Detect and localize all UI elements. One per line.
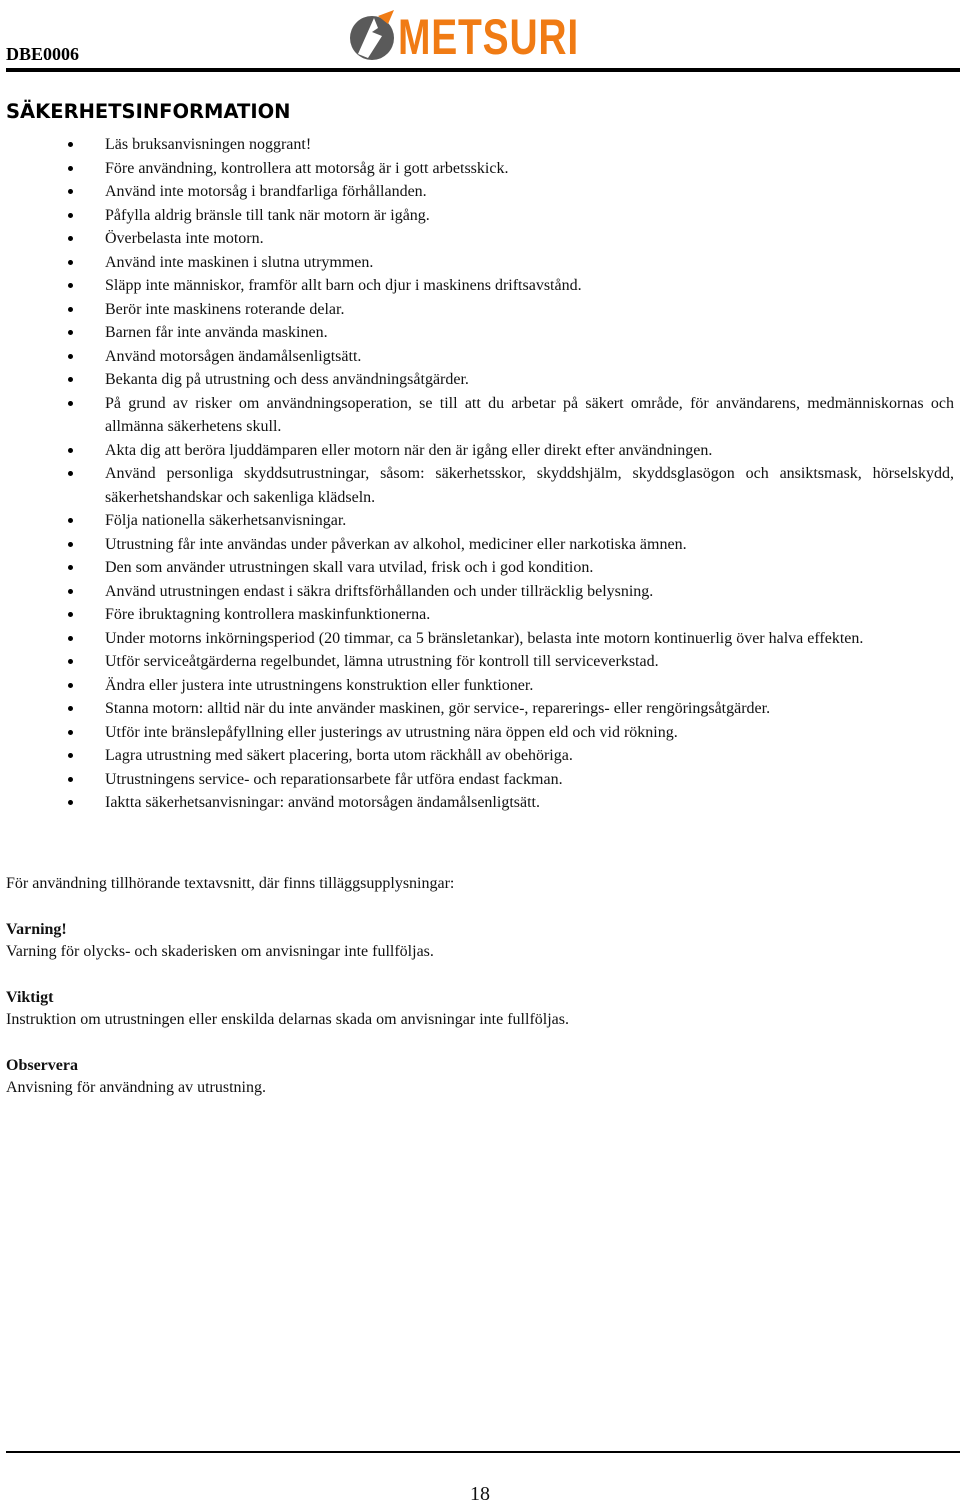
notes-intro: För användning tillhörande textavsnitt, där finns tilläggsupplysningar:	[6, 875, 455, 892]
list-item	[0, 580, 960, 604]
bullet-icon	[68, 589, 73, 594]
list-item	[0, 133, 960, 157]
list-item	[0, 180, 960, 204]
bullet-icon	[68, 354, 73, 359]
list-item-text: Bekanta dig på utrustning och dess användningsåtgärder.	[105, 371, 469, 388]
list-item	[0, 533, 960, 557]
list-item-text: Före ibruktagning kontrollera maskinfunktionerna.	[105, 606, 431, 623]
section-title: SÄKERHETSINFORMATION	[6, 100, 291, 123]
list-item	[0, 791, 960, 815]
bullet-icon	[68, 189, 73, 194]
list-item	[0, 227, 960, 251]
bullet-icon	[68, 777, 73, 782]
warning-text: Varning för olycks- och skaderisken om anvisningar inte fullföljas.	[6, 943, 434, 960]
observe-text: Anvisning för användning av utrustning.	[6, 1079, 266, 1096]
bullet-icon	[68, 307, 73, 312]
bullet-icon	[68, 448, 73, 453]
list-item	[0, 157, 960, 181]
list-item	[0, 697, 960, 721]
safety-rules-list	[0, 133, 960, 815]
bullet-icon	[68, 471, 73, 476]
list-item	[0, 298, 960, 322]
bullet-icon	[68, 683, 73, 688]
page-number: 18	[470, 1483, 490, 1505]
list-item-text: Utrustning får inte användas under påverkan av alkohol, mediciner eller narkotiska ämnen.	[105, 535, 687, 553]
list-item-text: Använd inte maskinen i slutna utrymmen.	[105, 253, 374, 271]
bullet-icon	[68, 401, 73, 406]
logo-wordmark: METSURI	[398, 9, 579, 65]
list-item	[0, 627, 960, 651]
page-header	[0, 0, 960, 74]
bullet-icon	[68, 236, 73, 241]
list-item-text: Den som använder utrustningen skall vara utvilad, frisk och i god kondition.	[105, 559, 594, 576]
list-item	[0, 204, 960, 228]
list-item-text: Använd motorsågen ändamålsenligtsätt.	[105, 347, 362, 365]
bullet-icon	[68, 565, 73, 570]
bullet-icon	[68, 377, 73, 382]
bullet-icon	[68, 142, 73, 147]
list-item-text: Akta dig att beröra ljuddämparen eller motorn när den är igång eller direkt efter användningen.	[105, 441, 713, 459]
bullet-icon	[68, 612, 73, 617]
list-item-text: Utför inte bränslepåfyllning eller justerings av utrustning nära öppen eld och vid rökning.	[105, 723, 678, 741]
important-text: Instruktion om utrustningen eller enskilda delarnas skada om anvisningar inte fullföljas.	[6, 1011, 569, 1028]
observe-label: Observera	[6, 1056, 78, 1074]
list-item-text: Iaktta säkerhetsanvisningar: använd motorsågen ändamålsenligtsätt.	[105, 794, 540, 811]
bullet-icon	[68, 636, 73, 641]
document-code: DBE0006	[6, 44, 80, 64]
list-item-text: Barnen får inte använda maskinen.	[105, 324, 328, 341]
list-item	[0, 768, 960, 792]
list-item-text: Släpp inte människor, framför allt barn och djur i maskinens driftsavstånd.	[105, 277, 582, 294]
list-item	[0, 439, 960, 463]
list-item-text: Före användning, kontrollera att motorsåg är i gott arbetsskick.	[105, 159, 509, 177]
list-item-text: Ändra eller justera inte utrustningens konstruktion eller funktioner.	[105, 676, 534, 694]
list-item-text: Använd inte motorsåg i brandfarliga förhållanden.	[105, 183, 427, 200]
list-item	[0, 603, 960, 627]
list-item-text: Överbelasta inte motorn.	[105, 230, 264, 247]
list-item	[0, 251, 960, 275]
bullet-icon	[68, 800, 73, 805]
list-item-text: Läs bruksanvisningen noggrant!	[105, 136, 312, 153]
important-label: Viktigt	[6, 988, 54, 1006]
list-item-text: Påfylla aldrig bränsle till tank när motorn är igång.	[105, 206, 430, 224]
list-item	[0, 368, 960, 392]
warning-label: Varning!	[6, 920, 67, 938]
list-item-text: På grund av risker om användningsoperation, se till att du arbetar på säkert område, för användarens, medmänniskornas och allmänna säkerhetens skull.	[105, 394, 954, 435]
bullet-icon	[68, 542, 73, 547]
bullet-icon	[68, 260, 73, 265]
list-item	[0, 721, 960, 745]
list-item-text: Berör inte maskinens roterande delar.	[105, 300, 345, 318]
bullet-icon	[68, 283, 73, 288]
list-item	[0, 556, 960, 580]
header-divider	[6, 68, 960, 72]
list-item-text: Stanna motorn: alltid när du inte använder maskinen, gör service-, reparerings- eller rengöringsåtgärder.	[105, 700, 771, 717]
bullet-icon	[68, 730, 73, 735]
bullet-icon	[68, 213, 73, 218]
list-item-text: Utrustningens service- och reparationsarbete får utföra endast fackman.	[105, 770, 563, 788]
list-item	[0, 744, 960, 768]
list-item	[0, 345, 960, 369]
notes-section	[6, 873, 956, 1100]
footer-divider	[6, 1451, 960, 1453]
list-item-text: Följa nationella säkerhetsanvisningar.	[105, 512, 347, 529]
list-item	[0, 321, 960, 345]
bullet-icon	[68, 753, 73, 758]
list-item	[0, 674, 960, 698]
list-item	[0, 509, 960, 533]
bullet-icon	[68, 330, 73, 335]
list-item	[0, 274, 960, 298]
list-item-text: Utför serviceåtgärderna regelbundet, lämna utrustning för kontroll till serviceverkstad.	[105, 653, 659, 670]
list-item	[0, 392, 960, 439]
list-item	[0, 462, 960, 509]
list-item-text: Använd personliga skyddsutrustningar, såsom: säkerhetsskor, skyddshjälm, skyddsglasögon och ansiktsmask, hörselskydd, säkerhetshandskar och sakenliga klädseln.	[105, 465, 954, 506]
list-item-text: Under motorns inkörningsperiod (20 timmar, ca 5 bränsletankar), belasta inte motorn kontinuerlig över halva effekten.	[105, 629, 864, 647]
metsuri-logo	[348, 6, 579, 68]
bullet-icon	[68, 659, 73, 664]
list-item-text: Lagra utrustning med säkert placering, borta utom räckhåll av obehöriga.	[105, 747, 573, 764]
logo-emblem-icon	[348, 6, 400, 68]
list-item	[0, 650, 960, 674]
bullet-icon	[68, 166, 73, 171]
list-item-text: Använd utrustningen endast i säkra driftsförhållanden och under tillräcklig belysning.	[105, 582, 654, 600]
bullet-icon	[68, 706, 73, 711]
bullet-icon	[68, 518, 73, 523]
